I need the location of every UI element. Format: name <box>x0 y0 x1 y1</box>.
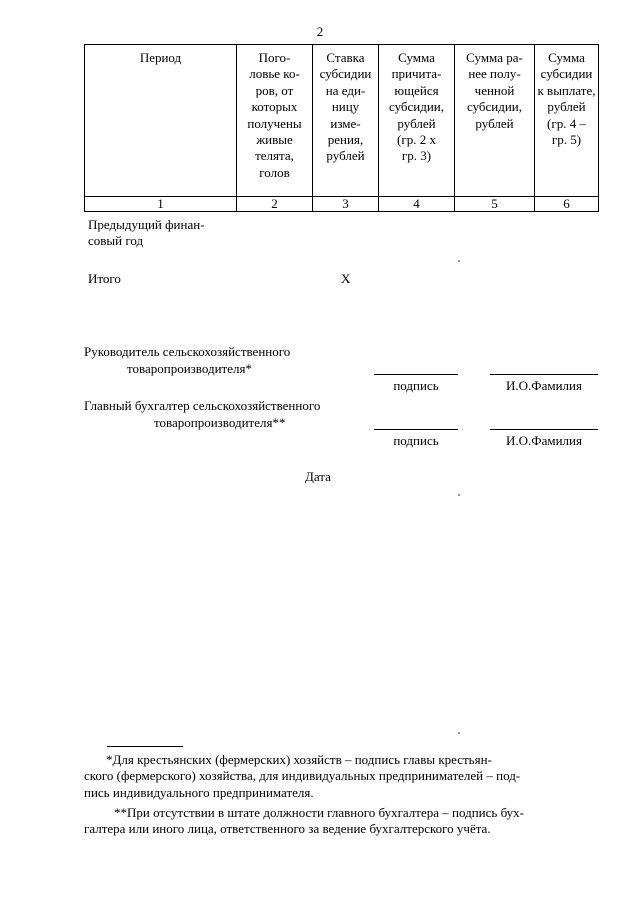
accountant-signature-line <box>374 429 458 430</box>
previous-year-label: Предыдущий финан- совый год <box>88 217 205 249</box>
scan-speck <box>458 260 460 262</box>
column-number: 4 <box>379 197 455 212</box>
accountant-name-caption: И.О.Фамилия <box>506 433 582 448</box>
column-number: 5 <box>455 197 535 212</box>
header-period: Период <box>85 45 237 197</box>
head-name-caption: И.О.Фамилия <box>506 378 582 393</box>
column-number: 6 <box>535 197 599 212</box>
head-signature-caption: подпись <box>393 378 439 393</box>
header-previously-received: Сумма ра- нее полу- ченной субсидии, рублей <box>455 45 535 197</box>
column-number: 1 <box>85 197 237 212</box>
scan-speck <box>458 732 460 734</box>
subsidy-table <box>84 44 599 212</box>
head-signature-line <box>374 374 458 375</box>
accountant-signature-caption: подпись <box>393 433 439 448</box>
head-name-line <box>490 374 598 375</box>
column-number: 3 <box>313 197 379 212</box>
accountant-name-line <box>490 429 598 430</box>
column-number: 2 <box>237 197 313 212</box>
footnote-separator <box>107 746 183 747</box>
header-due-amount: Сумма причита- ющейся субсидии, рублей (гр. 2 х гр. 3) <box>379 45 455 197</box>
table-header-row <box>85 45 599 197</box>
head-title-line1: Руководитель сельскохозяйственного <box>84 344 291 359</box>
date-label: Дата <box>305 469 331 484</box>
accountant-title-line1: Главный бухгалтер сельскохозяйственного <box>84 398 321 413</box>
accountant-title-line2: товаропроизводителя** <box>154 415 286 430</box>
header-payable-amount: Сумма субсидии к выплате, рублей (гр. 4 – гр. 5) <box>535 45 599 197</box>
footnote-2: **При отсутствии в штате должности главного бухгалтера – подпись бух- галтера или иного лица, ответственного за ведение бухгалтерского учёта. <box>84 805 525 837</box>
footnote-1: *Для крестьянских (фермерских) хозяйств – подпись главы крестьян- ского (фермерского) хозяйства, для индивидуальных предпринимателей – под- пись индивидуального предпринимателя. <box>84 752 521 800</box>
total-label: Итого <box>88 271 121 286</box>
column-number-row <box>85 197 599 212</box>
header-cow-count: Пого- ловье ко- ров, от которых получены живые телята, голов <box>237 45 313 197</box>
total-x-mark: Х <box>341 271 351 286</box>
header-subsidy-rate: Ставка субсидии на еди- ницу изме- рения, рублей <box>313 45 379 197</box>
head-title-line2: товаропроизводителя* <box>127 361 252 376</box>
scan-speck <box>458 494 460 496</box>
page-number: 2 <box>316 24 324 39</box>
